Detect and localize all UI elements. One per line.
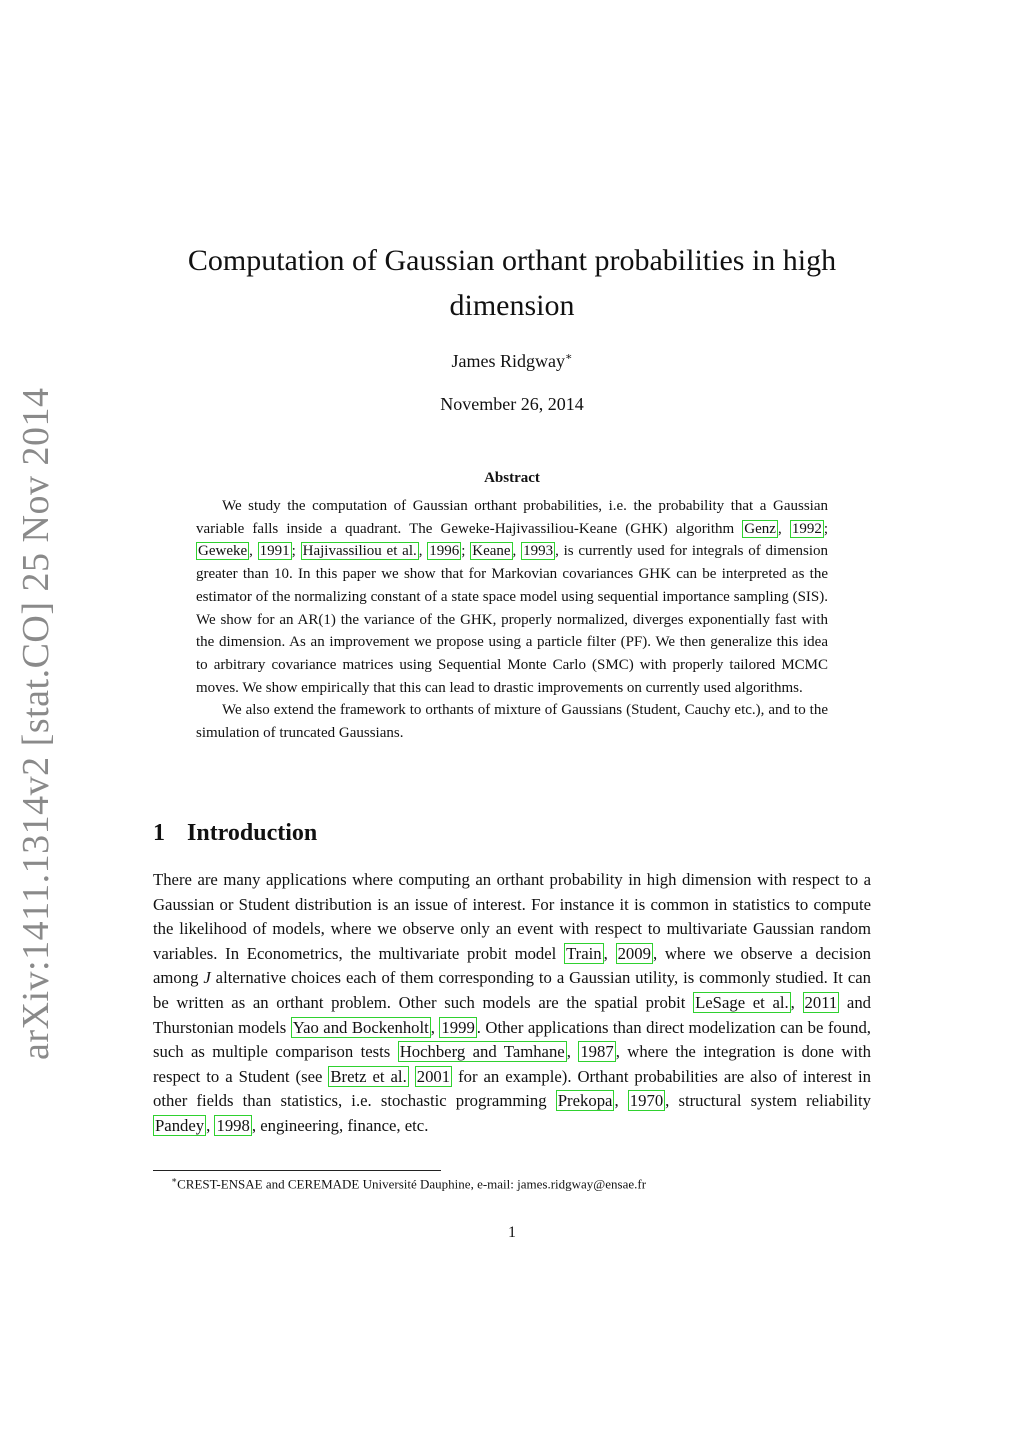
intro-paragraph: There are many applications where computing an orthant probability in high dimension with respect to a Gaussian or Student distribution is an issue of interest. For instance it is common in statistics to compute the likelihood of models, where we observe only an event with respect to multivariate Gaussian random variables. In Econometrics, the multivariate probit model Train , 2009 , where we observe a decision among J alternative choices each of them corresponding to a Gaussian utility, is commonly studied. It can be written as an orthant problem. Other such models are the spatial probit LeSage et al. , 2011 and Thurstonian models Yao and Bockenholt , 1999 . Other applications than direct modelization can be found, such as multiple comparison tests Hochberg and Tamhane , 1987 , where the integration is done with respect to a Student (see Bretz et al. 2001 for an example). Orthant probabilities are also of interest in other fields than statistics, i.e. stochastic programming Prekopa , 1970 , structural system reliability Pandey , 1998 , engineering, finance, etc. <box>153 870 872 1135</box>
section-number: 1 <box>153 820 165 846</box>
citation-link[interactable]: Keane <box>472 543 511 560</box>
citation-link[interactable]: 2009 <box>617 943 651 963</box>
citation-link[interactable]: Genz <box>744 520 776 537</box>
citation-link[interactable]: Yao and Bockenholt <box>292 1017 429 1037</box>
citation-link[interactable]: 1998 <box>216 1115 250 1135</box>
citation-link[interactable]: 2001 <box>416 1066 451 1086</box>
citation-link[interactable]: 1992 <box>791 520 822 537</box>
page-number: 1 <box>508 1224 516 1241</box>
footnote <box>171 1175 871 1192</box>
citation-link[interactable]: Hajivassiliou et al. <box>302 543 417 560</box>
citation-link[interactable]: Pandey <box>155 1115 205 1135</box>
paper-date: November 26, 2014 <box>440 394 584 414</box>
introduction-body <box>153 868 871 1139</box>
footnote-mark: ∗ <box>171 1175 178 1185</box>
abstract-paragraph: We also extend the framework to orthants of mixture of Gaussians (Student, Cauchy etc.), and to the simulation of truncated Gaussians. <box>196 702 828 742</box>
citation-link[interactable]: 1996 <box>429 543 460 560</box>
citation-link[interactable]: Hochberg and Tamhane <box>399 1042 565 1062</box>
citation-link[interactable]: 1991 <box>259 543 290 560</box>
abstract-paragraph: We study the computation of Gaussian orthant probabilities, i.e. the probability that a Gaussian variable falls inside a quadrant. The Geweke-Hajivassiliou-Keane (GHK) algorithm Genz , 1992 ; Geweke , 1991 ; Hajivassiliou et al. , 1996 ; Keane , 1993 , is currently used for integrals of dimension greater than 10. In this paper we show that for Markovian covariances GHK can be interpreted as the estimator of the normalizing constant of a state space model using sequential importance sampling (SIS). We show for an AR(1) the variance of the GHK, properly normalized, diverges exponentially fast with the dimension. As an improvement we propose using a particle filter (PF). We then generalize this idea to arbitrary covariance matrices using Sequential Monte Carlo (SMC) with properly tailored MCMC moves. We show empirically that this can lead to drastic improvements on currently used algorithms. <box>196 498 829 696</box>
citation-link[interactable]: 1970 <box>629 1091 664 1111</box>
footnote-text: CREST-ENSAE and CEREMADE Université Dauphine, e-mail: james.ridgway@ensae.fr <box>177 1176 647 1192</box>
math-variable: J <box>203 968 211 988</box>
author-name: James Ridgway <box>451 351 565 371</box>
abstract-body <box>196 495 828 745</box>
section-heading <box>153 820 317 847</box>
citation-link[interactable]: Geweke <box>198 543 248 560</box>
citation-link[interactable]: 1987 <box>580 1042 614 1062</box>
citation-link[interactable]: 1999 <box>441 1017 475 1037</box>
footnote-rule <box>153 1170 441 1171</box>
citation-link[interactable]: LeSage et al. <box>695 992 789 1012</box>
citation-link[interactable]: Bretz et al. <box>330 1066 407 1086</box>
author <box>0 350 1024 372</box>
citation-link[interactable]: 2011 <box>804 992 838 1012</box>
citation-link[interactable]: Train <box>566 943 602 963</box>
section-title: Introduction <box>187 820 318 846</box>
abstract-heading: Abstract <box>484 470 540 486</box>
author-footnote-mark[interactable]: ∗ <box>565 351 573 363</box>
arxiv-side-stamp: arXiv:1411.1314v2 [stat.CO] 25 Nov 2014 <box>15 387 57 1060</box>
paper-title: Computation of Gaussian orthant probabilities in high dimension <box>187 244 837 322</box>
citation-link[interactable]: Prekopa <box>557 1091 613 1111</box>
citation-link[interactable]: 1993 <box>523 543 554 560</box>
